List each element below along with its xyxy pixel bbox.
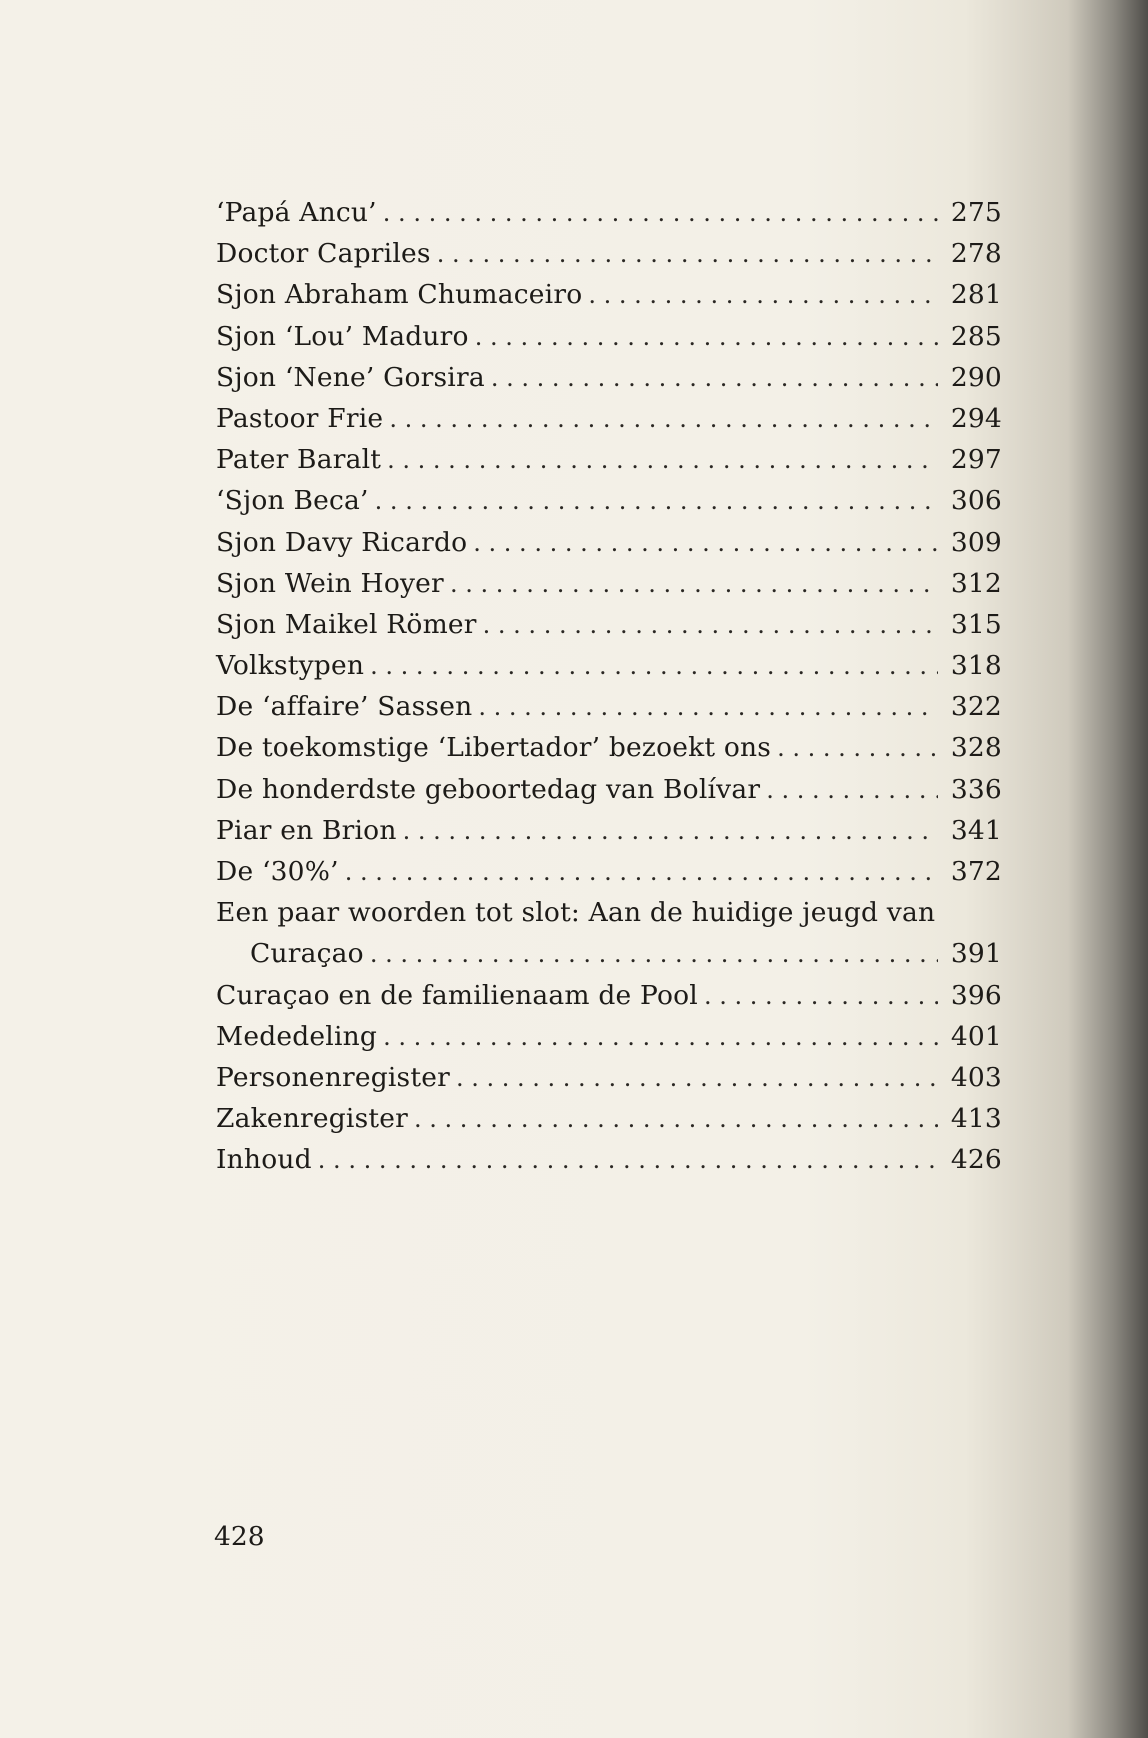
- toc-entry-title: ‘Sjon Beca’: [216, 485, 369, 517]
- toc-entry-page: 403: [950, 1061, 1002, 1093]
- toc-entry: [216, 398, 1002, 439]
- toc-entry-page: 391: [950, 938, 1002, 970]
- toc-entry: [216, 1139, 1002, 1180]
- toc-entry-page: 312: [950, 567, 1002, 599]
- toc-entry-title: Sjon Maikel Römer: [216, 608, 477, 640]
- toc-entry-title: Sjon Abraham Chumaceiro: [216, 279, 583, 311]
- toc-entry-title: Inhoud: [216, 1144, 312, 1176]
- toc-entry-page: 290: [950, 361, 1002, 393]
- toc-entry: [216, 563, 1002, 604]
- toc-entry-title: ‘Papá Ancu’: [216, 197, 377, 228]
- toc-entry-page: 426: [950, 1144, 1002, 1176]
- toc-entry-title: Een paar woorden tot slot: Aan de huidige jeugd van: [216, 897, 936, 929]
- toc-entry-continuation: [216, 933, 1002, 974]
- dot-leader: [345, 852, 938, 893]
- toc-entry-title: De honderdste geboortedag van Bolívar: [216, 773, 761, 805]
- toc-entry: [216, 316, 1002, 357]
- toc-entry-title: Curaçao: [250, 938, 364, 970]
- toc-entry: [216, 645, 1002, 686]
- toc-entry-page: 281: [950, 279, 1002, 311]
- dot-leader: [588, 275, 938, 316]
- toc-entry: [216, 1057, 1002, 1098]
- toc-entry: [216, 357, 1002, 398]
- toc-entry-title: Pater Baralt: [216, 444, 382, 476]
- dot-leader: [389, 399, 938, 440]
- toc-entry: [216, 810, 1002, 851]
- dot-leader: [437, 234, 938, 275]
- toc-entry: [216, 851, 1002, 892]
- toc-entry-title: Doctor Capriles: [216, 238, 431, 270]
- dot-leader: [403, 811, 938, 852]
- toc-entry: [216, 604, 1002, 645]
- toc-entry: [216, 233, 1002, 274]
- toc-entry-title: Piar en Brion: [216, 814, 397, 846]
- toc-entry-title: Volkstypen: [216, 650, 365, 682]
- dot-leader: [478, 687, 938, 728]
- dot-leader: [766, 770, 938, 811]
- toc-entry-title: Sjon Wein Hoyer: [216, 567, 444, 599]
- toc-entry: [216, 192, 1002, 233]
- dot-leader: [318, 1140, 938, 1181]
- toc-entry-page: 309: [950, 526, 1002, 558]
- dot-leader: [370, 646, 938, 687]
- toc-entry-page: 413: [950, 1103, 1002, 1135]
- dot-leader: [387, 440, 938, 481]
- dot-leader: [375, 481, 938, 522]
- toc-entry: [216, 686, 1002, 727]
- toc-entry: [216, 975, 1002, 1016]
- toc-entry-page: 318: [950, 650, 1002, 682]
- toc-entry: [216, 522, 1002, 563]
- toc-entry-title: Sjon Davy Ricardo: [216, 526, 468, 558]
- toc-entry-title: De toekomstige ‘Libertador’ bezoekt ons: [216, 732, 772, 764]
- toc-entry-title: Curaçao en de familienaam de Pool: [216, 979, 698, 1011]
- toc-entry: [216, 480, 1002, 521]
- dot-leader: [475, 317, 938, 358]
- dot-leader: [450, 564, 938, 605]
- toc-entry-title: Mededeling: [216, 1020, 378, 1052]
- dot-leader: [370, 934, 938, 975]
- toc-entry: [216, 892, 1002, 933]
- dot-leader: [491, 358, 938, 399]
- dot-leader: [456, 1058, 938, 1099]
- toc-entry-page: 401: [950, 1020, 1002, 1052]
- toc-entry-page: 275: [950, 197, 1002, 228]
- toc-entry-title: Zakenregister: [216, 1103, 409, 1135]
- toc-entry-title: Sjon ‘Nene’ Gorsira: [216, 361, 485, 393]
- toc-entry-title: De ‘affaire’ Sassen: [216, 691, 473, 723]
- toc-entry-page: 294: [950, 402, 1002, 434]
- toc-entry: [216, 274, 1002, 315]
- page-number: 428: [214, 1521, 265, 1552]
- dot-leader: [483, 605, 938, 646]
- toc-entry: [216, 439, 1002, 480]
- toc-entry-page: 341: [950, 814, 1002, 846]
- toc-entry-title: Pastoor Frie: [216, 402, 384, 434]
- toc-entry-page: 372: [950, 856, 1002, 887]
- toc-entry: [216, 1016, 1002, 1057]
- toc-entry-page: 278: [950, 238, 1002, 270]
- dot-leader: [383, 193, 938, 234]
- toc-entry-page: 306: [950, 485, 1002, 517]
- toc-entry-page: 322: [950, 691, 1002, 723]
- toc-entry-page: 315: [950, 608, 1002, 640]
- toc-entry-title: De ‘30%’: [216, 856, 339, 887]
- toc-entry: [216, 727, 1002, 768]
- table-of-contents: [216, 192, 1002, 1181]
- dot-leader: [473, 523, 938, 564]
- dot-leader: [704, 976, 938, 1017]
- toc-entry: [216, 1098, 1002, 1139]
- toc-entry-page: 328: [950, 732, 1002, 764]
- toc-entry-page: 336: [950, 773, 1002, 805]
- toc-entry-title: Sjon ‘Lou’ Maduro: [216, 320, 469, 352]
- toc-entry: [216, 769, 1002, 810]
- dot-leader: [414, 1099, 938, 1140]
- toc-entry-page: 396: [950, 979, 1002, 1011]
- dot-leader: [383, 1017, 938, 1058]
- toc-entry-page: 297: [950, 444, 1002, 476]
- dot-leader: [777, 728, 938, 769]
- toc-entry-title: Personenregister: [216, 1061, 450, 1093]
- toc-entry-page: 285: [950, 320, 1002, 352]
